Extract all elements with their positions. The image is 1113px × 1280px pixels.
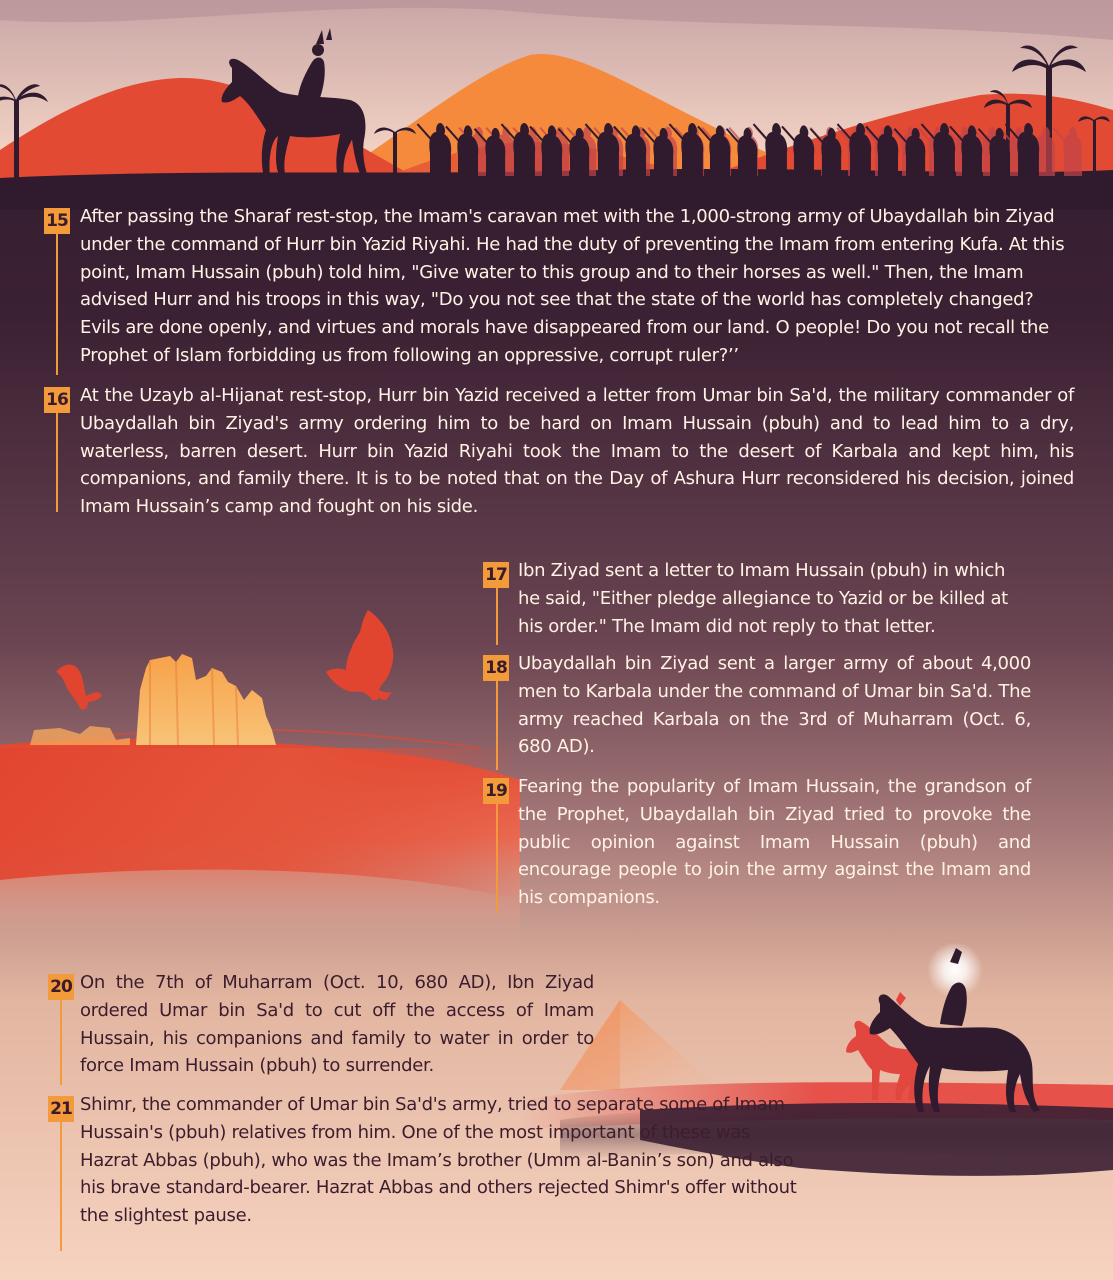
- entry-number-badge: 18: [483, 655, 509, 681]
- timeline-connector: [496, 803, 498, 913]
- entry-text: Fearing the popularity of Imam Hussain, the grandson of the Prophet, Ubaydallah bin Ziyad tried to provoke the public opinion against Imam Hussain (pbuh) and encourage people to join the army against the Imam and his companions.: [518, 776, 1031, 909]
- entry-text: On the 7th of Muharram (Oct. 10, 680 AD), Ibn Ziyad ordered Umar bin Sa'd to cut off the access of Imam Hussain, his companions and family to water in order to force Imam Hussain (pbuh) to surrender.: [80, 972, 594, 1077]
- timeline-connector: [60, 1121, 62, 1251]
- timeline-connector: [496, 680, 498, 770]
- entry-number-badge: 21: [48, 1096, 74, 1122]
- timeline-entry-18: [483, 650, 1031, 761]
- timeline-connector: [56, 412, 58, 512]
- entry-number-badge: 19: [483, 778, 509, 804]
- timeline-connector: [56, 233, 58, 375]
- timeline-connector: [60, 999, 62, 1085]
- timeline-entry-17: [483, 557, 1031, 640]
- entry-text: At the Uzayb al-Hijanat rest-stop, Hurr bin Yazid received a letter from Umar bin Sa'd, the military commander of Ubaydallah bin Ziyad's army ordering him to be hard on Imam Hussain (pbuh) and to lead him to a dry, waterless, barren desert. Hurr bin Yazid Riyahi took the Imam to the desert of Karbala and kept him, his companions, and family there. It is to be noted that on the Day of Ashura Hurr reconsidered his decision, joined Imam Hussain’s camp and fought on his side.: [80, 385, 1074, 518]
- timeline-entry-19: [483, 773, 1031, 912]
- timeline-connector: [496, 587, 498, 645]
- entry-text: Shimr, the commander of Umar bin Sa'd's army, tried to separate some of Imam Hussain's (pbuh) relatives from him. One of the most important of these was Hazrat Abbas (pbuh), who was the Imam’s brother (Umm al-Banin’s son) and also his brave standard-bearer. Hazrat Abbas and others rejected Shimr's offer without the slightest pause.: [80, 1094, 797, 1227]
- entry-text: Ibn Ziyad sent a letter to Imam Hussain (pbuh) in which he said, "Either pledge allegiance to Yazid or be killed at his order." The Imam did not reply to that letter.: [518, 560, 1008, 637]
- timeline-entry-15: [44, 203, 1074, 370]
- entry-number-badge: 17: [483, 562, 509, 588]
- entry-text: After passing the Sharaf rest-stop, the Imam's caravan met with the 1,000-strong army of Ubaydallah bin Ziyad under the command of Hurr bin Yazid Riyahi. He had the duty of preventing the Imam from entering Kufa. At this point, Imam Hussain (pbuh) told him, "Give water to this group and to their horses as well." Then, the Imam advised Hurr and his troops in this way, "Do you not see that the state of the world has completely changed? Evils are done openly, and virtues and morals have disappeared from our land. O people! Do you not recall the Prophet of Islam forbidding us from following an oppressive, corrupt ruler?’’: [80, 206, 1065, 366]
- entry-number-badge: 20: [48, 974, 74, 1000]
- timeline-entry-20: [48, 969, 594, 1080]
- timeline-entry-16: [44, 382, 1074, 521]
- timeline-entry-21: [48, 1091, 808, 1230]
- entry-number-badge: 15: [44, 208, 70, 234]
- entry-text: Ubaydallah bin Ziyad sent a larger army of about 4,000 men to Karbala under the command of Umar bin Sa'd. The army reached Karbala on the 3rd of Muharram (Oct. 6, 680 AD).: [518, 653, 1031, 758]
- entry-number-badge: 16: [44, 387, 70, 413]
